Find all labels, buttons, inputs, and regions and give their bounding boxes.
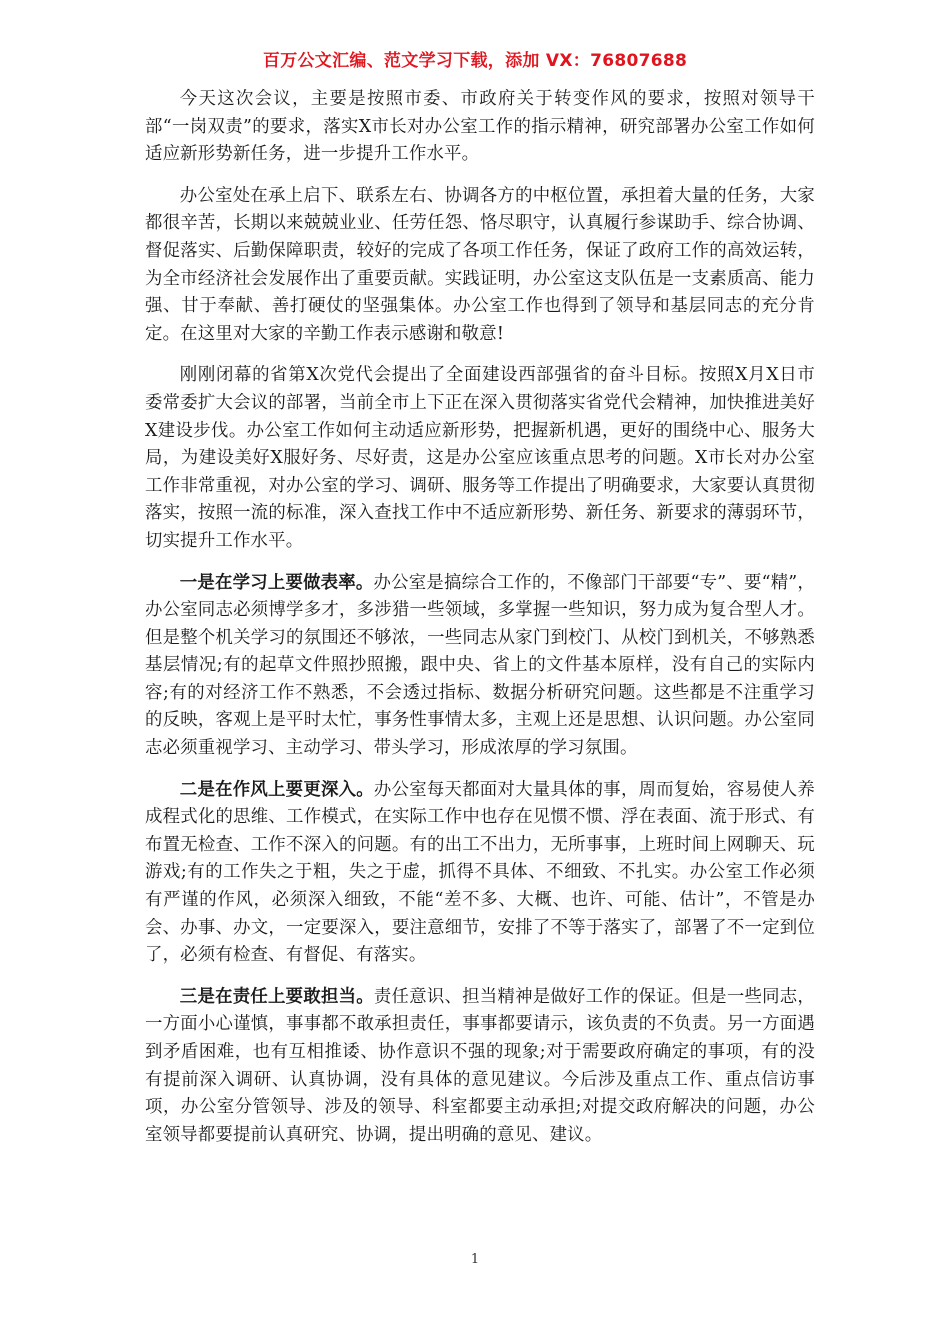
paragraph-point-style: [145, 777, 815, 970]
header-banner: 百万公文汇编、范文学习下载，添加 VX：76807688: [262, 51, 688, 71]
document-body: [145, 86, 815, 1163]
paragraph-lead: 三是在责任上要敢担当。: [179, 986, 374, 1007]
paragraph-text: 办公室是搞综合工作的，不像部门干部要“专”、要“精”，办公室同志必须博学多才，多涉猎一些领域，多掌握一些知识，努力成为复合型人才。但是整个机关学习的氛围还不够浓，一些同志从家门到校门、从校门到机关，不够熟悉基层情况;有的起草文件照抄照搬，跟中央、省上的文件基本原样，没有自己的实际内容;有的对经济工作不熟悉，不会透过指标、数据分析研究问题。这些都是不注重学习的反映，客观上是平时太忙，事务性事情太多，主观上还是思想、认识问题。办公室同志必须重视学习、主动学习、带头学习，形成浓厚的学习氛围。: [145, 572, 816, 759]
paragraph-text: 责任意识、担当精神是做好工作的保证。但是一些同志，一方面小心谨慎，事事都不敢承担责任，事事都要请示，该负责的不负责。另一方面遇到矛盾困难，也有互相推诿、协作意识不强的现象;对于需要政府确定的事项，有的没有提前深入调研、认真协调，没有具体的意见建议。今后涉及重点工作、重点信访事项，办公室分管领导、涉及的领导、科室都要主动承担;对提交政府解决的问题，办公室领导都要提前认真研究、协调，提出明确的意见、建议。: [145, 986, 815, 1145]
paragraph-lead: 一是在学习上要做表率。: [179, 572, 374, 593]
paragraph-lead: 二是在作风上要更深入。: [179, 779, 374, 800]
paragraph-text: 办公室处在承上启下、联系左右、协调各方的中枢位置，承担着大量的任务，大家都很辛苦，长期以来兢兢业业、任劳任怨、恪尽职守，认真履行参谋助手、综合协调、督促落实、后勤保障职责，较好的完成了各项工作任务，保证了政府工作的高效运转，为全市经济社会发展作出了重要贡献。实践证明，办公室这支队伍是一支素质高、能力强、甘于奉献、善打硬仗的坚强集体。办公室工作也得到了领导和基层同志的充分肯定。在这里对大家的辛勤工作表示感谢和敬意!: [145, 185, 815, 344]
paragraph-party-congress: [145, 362, 815, 555]
paragraph-text: 今天这次会议，主要是按照市委、市政府关于转变作风的要求，按照对领导干部“一岗双责”的要求，落实X市长对办公室工作的指示精神，研究部署办公室工作如何适应新形势新任务，进一步提升工作水平。: [145, 89, 815, 165]
paragraph-point-responsibility: [145, 984, 815, 1150]
paragraph-text: 办公室每天都面对大量具体的事，周而复始，容易使人养成程式化的思维、工作模式，在实际工作中也存在见惯不惯、浮在表面、流于形式、有布置无检查、工作不深入的问题。有的出工不出力，无所事事，上班时间上网聊天、玩游戏;有的工作失之于粗，失之于虚，抓得不具体、不细致、不扎实。办公室工作必须有严谨的作风，必须深入细致，不能“差不多、大概、也许、可能、估计”，不管是办会、办事、办文，一定要深入，要注意细节，安排了不等于落实了，部署了不一定到位了，必须有检查、有督促、有落实。: [145, 779, 815, 966]
page-number: 1: [470, 1252, 480, 1267]
paragraph-intro: [145, 86, 815, 169]
paragraph-point-study: [145, 570, 815, 763]
paragraph-text: 刚刚闭幕的省第X次党代会提出了全面建设西部强省的奋斗目标。按照X月X日市委常委扩大会议的部署，当前全市上下正在深入贯彻落实省党代会精神，加快推进美好X建设步伐。办公室工作如何主动适应新形势，把握新机遇，更好的围绕中心、服务大局，为建设美好X服好务、尽好责，这是办公室应该重点思考的问题。X市长对办公室工作非常重视，对办公室的学习、调研、服务等工作提出了明确要求，大家要认真贯彻落实，按照一流的标准，深入查找工作中不适应新形势、新任务、新要求的薄弱环节，切实提升工作水平。: [145, 365, 815, 551]
paragraph-office-role: [145, 183, 815, 349]
